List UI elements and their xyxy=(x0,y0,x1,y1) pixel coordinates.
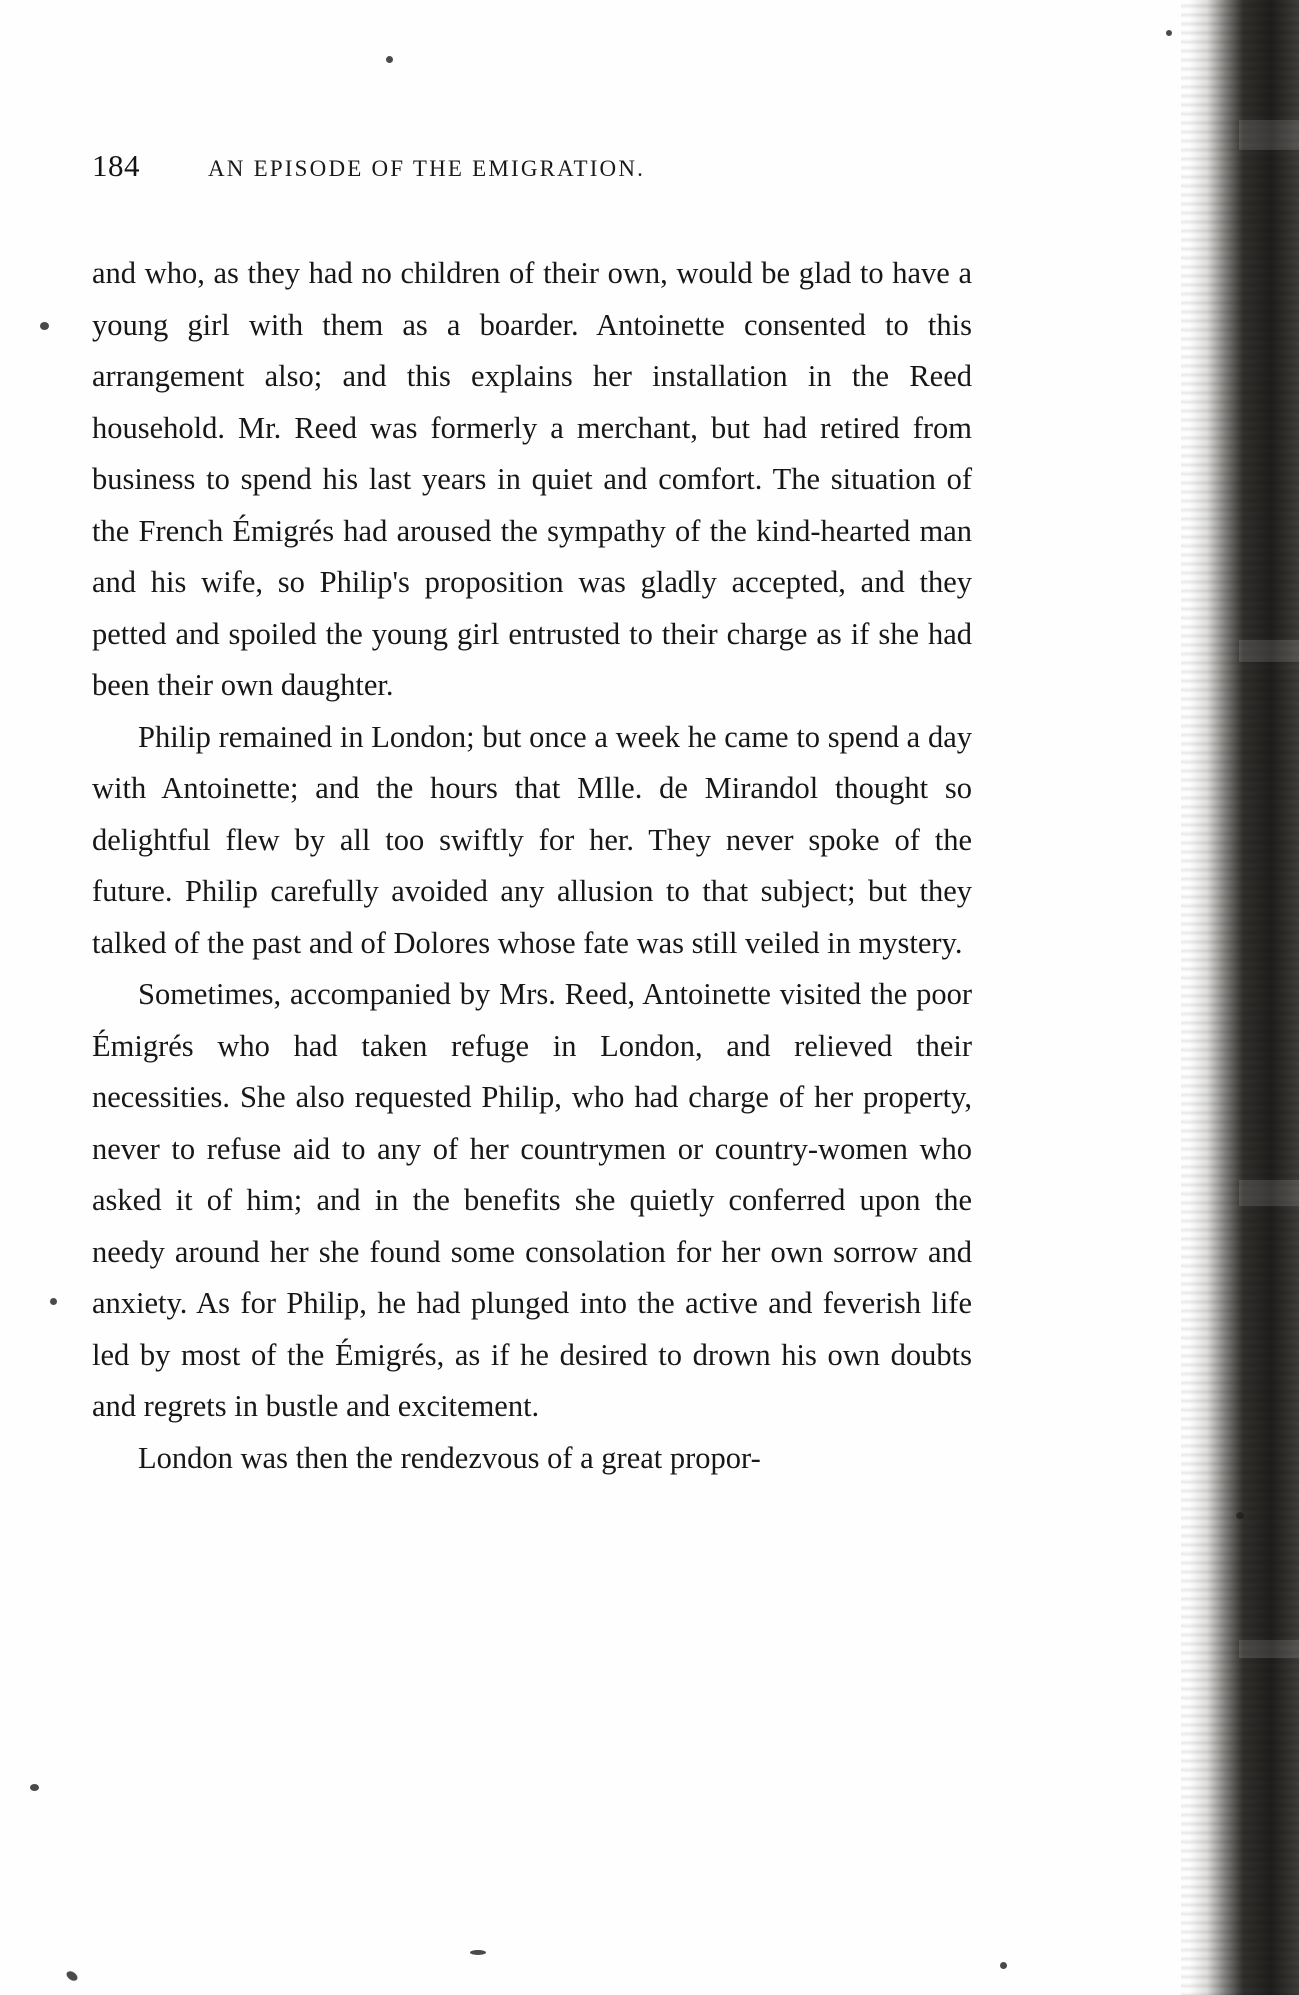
scan-grain xyxy=(1181,0,1299,1995)
scan-speck xyxy=(1166,30,1172,36)
scan-speck xyxy=(65,1969,79,1982)
page-number: 184 xyxy=(92,148,140,183)
running-head: AN EPISODE OF THE EMIGRATION. xyxy=(208,156,646,181)
scan-streak xyxy=(1239,1180,1299,1206)
scan-speck xyxy=(1000,1962,1007,1969)
scan-speck xyxy=(470,1950,486,1955)
scan-streak xyxy=(1239,120,1299,150)
paragraph: London was then the rendezvous of a great propor- xyxy=(138,1440,761,1475)
scan-speck xyxy=(30,1784,39,1791)
page-header xyxy=(92,148,962,184)
scan-streak xyxy=(1239,640,1299,662)
page-body-text xyxy=(92,248,972,1484)
paragraph: and who, as they had no children of their own, would be glad to have a young girl with them as a boarder. Antoinette consented to this arrangement also; and this explains her installation in the Reed household. Mr. Reed was formerly a merchant, but had retired from business to spend his last years in quiet and comfort. The situation of the French Émigrés had aroused the sympathy of the kind-hearted man and his wife, so Philip's proposition was gladly accepted, and they petted and spoiled the young girl entrusted to their charge as if she had been their own daughter. xyxy=(92,256,972,702)
paragraph: Sometimes, accompanied by Mrs. Reed, Antoinette visited the poor Émigrés who had taken refuge in London, and relieved their necessities. She also requested Philip, who had charge of her property, never to refuse aid to any of her countrymen or country-women who asked it of him; and in the benefits she quietly conferred upon the needy around her she found some consolation for her own sorrow and anxiety. As for Philip, he had plunged into the active and feverish life led by most of the Émigrés, as if he desired to drown his own doubts and regrets in bustle and excitement. xyxy=(92,977,972,1423)
scan-speck xyxy=(50,1298,57,1305)
scan-speck xyxy=(386,56,393,63)
scan-dark-edge xyxy=(1181,0,1299,1995)
paragraph: Philip remained in London; but once a week he came to spend a day with Antoinette; and the hours that Mlle. de Mirandol thought so delightful flew by all too swiftly for her. They never spoke of the future. Philip carefully avoided any allusion to that subject; but they talked of the past and of Dolores whose fate was still veiled in mystery. xyxy=(92,719,972,960)
scan-streak xyxy=(1239,1640,1299,1658)
scan-speck xyxy=(40,322,49,330)
